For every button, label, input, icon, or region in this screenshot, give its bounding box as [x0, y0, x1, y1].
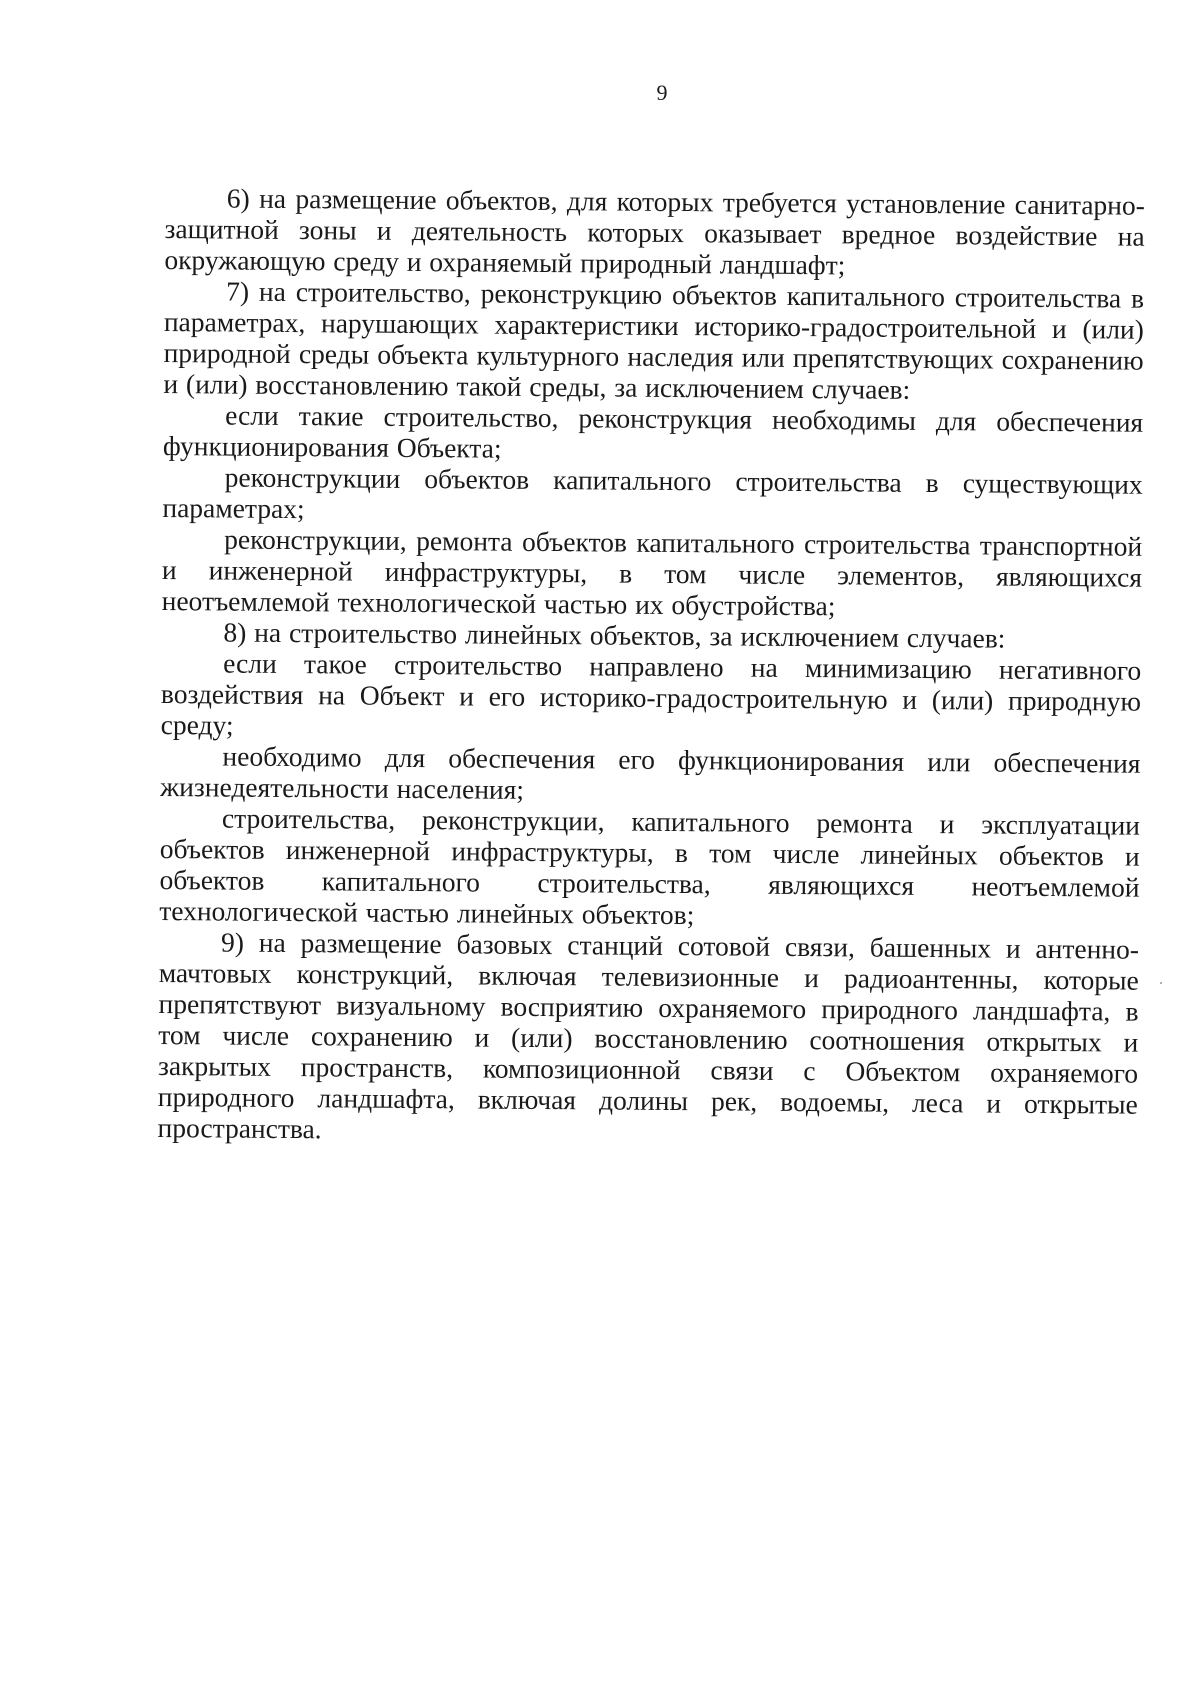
paragraph-exception-infrastructure: реконструкции, ремонта объектов капитального строительства транспортной и инженерной инфраструктуры, в том числе элементов, являющихся неотъемлемой технологической частью их обустройства; — [161, 523, 1143, 622]
paragraph-item-8: 8) на строительство линейных объектов, за исключением случаев: — [223, 616, 1006, 654]
paragraph-exception-engineering: строительства, реконструкции, капитального ремонта и эксплуатации объектов инженерной инфраструктуры, в том числе линейных объектов и объектов капитального строительства, являющихся неотъемлемой технологической частью линейных объектов; — [159, 802, 1141, 931]
paragraph-exception-functioning: если такие строительство, реконструкция необходимы для обеспечения функционирования Объекта; — [162, 399, 1144, 464]
paragraph-exception-minimization: если такое строительство направлено на минимизацию негативного воздействия на Объект и его историко-градостроительную и (или) природную среду; — [160, 647, 1142, 741]
page-number: 9 — [656, 80, 668, 105]
document-body — [157, 182, 1145, 1151]
paragraph-item-6: 6) на размещение объектов, для которых требуется установление санитарно-защитной зоны и деятельность которых оказывает вредное воздействие на окружающую среду и охраняемый природный ландшафт; — [164, 182, 1145, 281]
paragraph-item-9: 9) на размещение базовых станций сотовой связи, башенных и антенно-мачтовых конструкций, включая телевизионные и радиоантенны, которые препятствуют визуальному восприятию охраняемого природного ландшафта, в том числе сохранению и (или) восстановлению соотношения открытых и закрытых пространств, композиционной связи с Объектом охраняемого природного ландшафта, включая долины рек, водоемы, леса и открытые пространства. — [157, 926, 1140, 1145]
scan-artifact — [1160, 982, 1162, 984]
paragraph-exception-existing-parameters: реконструкции объектов капитального строительства в существующих параметрах; — [162, 461, 1143, 525]
paragraph-exception-life-support: необходимо для обеспечения его функционирования или обеспечения жизнедеятельности населения; — [160, 740, 1141, 805]
paragraph-item-7: 7) на строительство, реконструкцию объектов капитального строительства в параметрах, нарушающих характеристики историко-градостроительной и (или) природной среды объекта культурного наследия или препятствующих сохранению и (или) восстановлению такой среды, за исключением случаев: — [163, 275, 1145, 405]
